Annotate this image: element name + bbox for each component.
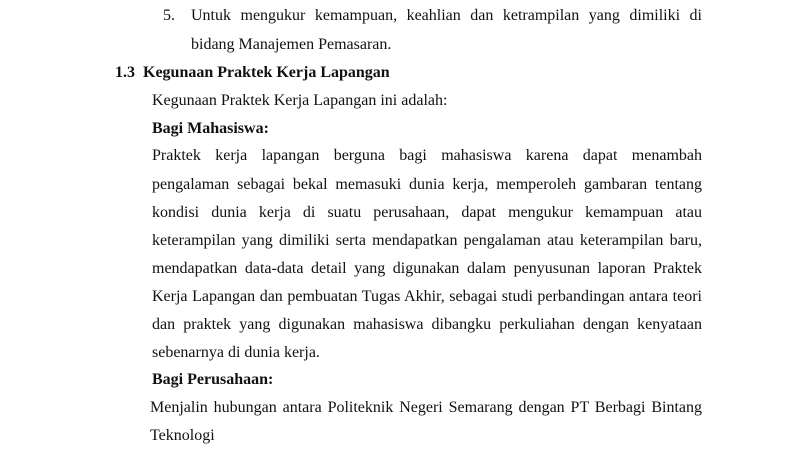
- paragraph-line: Kerja Lapangan dan pembuatan Tugas Akhir, sebagai studi perbandingan antara teori: [152, 288, 702, 305]
- list-item-text: bidang Manajemen Pemasaran.: [191, 36, 392, 53]
- paragraph-line: dan praktek yang digunakan mahasiswa dibangku perkuliahan dengan kenyataan: [152, 316, 702, 333]
- paragraph-line: mendapatkan data-data detail yang digunakan dalam penyusunan laporan Praktek: [152, 260, 702, 277]
- section-number: 1.3: [115, 64, 135, 81]
- list-item-text: Untuk mengukur kemampuan, keahlian dan ketrampilan yang dimiliki di: [191, 7, 702, 24]
- paragraph-line: Menjalin hubungan antara Politeknik Negeri Semarang dengan PT Berbagi Bintang: [150, 399, 702, 416]
- section-title: Kegunaan Praktek Kerja Lapangan: [143, 64, 390, 81]
- paragraph-line: Teknologi: [150, 427, 215, 444]
- list-number: 5.: [163, 7, 175, 24]
- paragraph-line: kondisi dunia kerja di suatu perusahaan, dapat mengukur kemampuan atau: [152, 204, 702, 221]
- paragraph-line: keterampilan yang dimiliki serta mendapatkan pengalaman atau keterampilan baru,: [152, 232, 702, 249]
- subheading-mahasiswa: Bagi Mahasiswa:: [152, 120, 269, 137]
- paragraph-line: pengalaman sebagai bekal memasuki dunia kerja, memperoleh gambaran tentang: [152, 176, 702, 193]
- paragraph-line: sebenarnya di dunia kerja.: [152, 344, 320, 361]
- subheading-perusahaan: Bagi Perusahaan:: [152, 371, 274, 388]
- intro-paragraph: Kegunaan Praktek Kerja Lapangan ini adalah:: [152, 92, 448, 109]
- paragraph-line: Praktek kerja lapangan berguna bagi mahasiswa karena dapat menambah: [152, 147, 702, 164]
